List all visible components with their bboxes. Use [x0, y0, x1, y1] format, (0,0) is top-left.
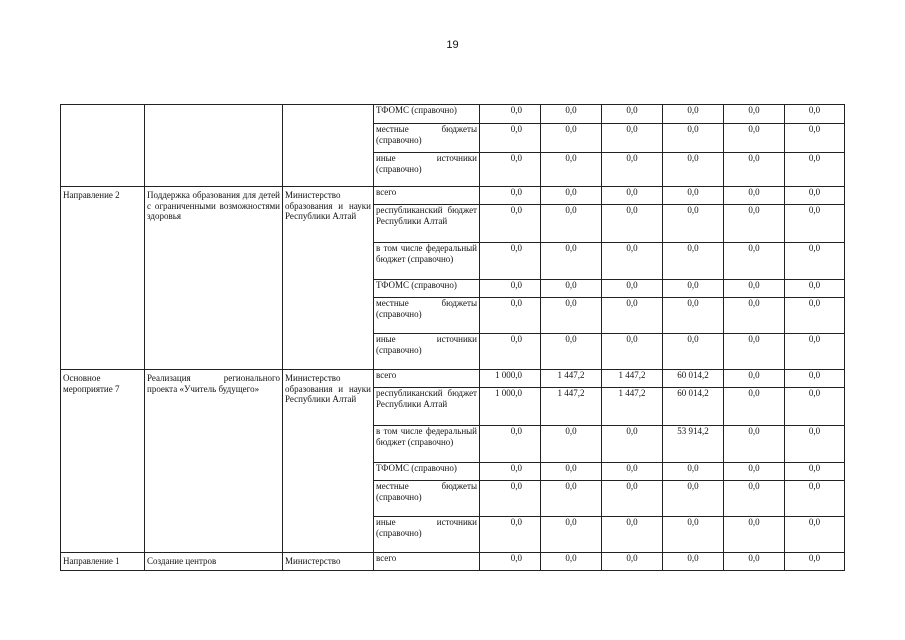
cell-value: 0,0: [480, 481, 541, 517]
cell-value: 0,0: [541, 124, 602, 153]
cell-source: иные источники (справочно): [374, 334, 480, 370]
cell-value: 60 014,2: [663, 370, 724, 388]
cell-value: 0,0: [602, 205, 663, 243]
cell-value: 0,0: [480, 553, 541, 571]
cell-value: 0,0: [480, 124, 541, 153]
cell-value: 0,0: [724, 481, 785, 517]
cell-value: 0,0: [541, 517, 602, 553]
cell-value: 0,0: [602, 426, 663, 463]
cell-value: 0,0: [541, 105, 602, 124]
cell-value: 0,0: [785, 205, 845, 243]
cell-value: 0,0: [602, 463, 663, 481]
cell-value: 0,0: [663, 481, 724, 517]
cell-source: в том числе федеральный бюджет (справочно): [374, 426, 480, 463]
cell-value: 0,0: [541, 243, 602, 280]
cell-value: 0,0: [541, 334, 602, 370]
table-row: [61, 187, 845, 205]
cell-value: 0,0: [663, 124, 724, 153]
cell-source: всего: [374, 370, 480, 388]
cell-value: 0,0: [785, 153, 845, 187]
cell-value: 0,0: [480, 105, 541, 124]
cell-value: 0,0: [602, 517, 663, 553]
cell-value: 1 447,2: [602, 370, 663, 388]
cell-value: 0,0: [663, 463, 724, 481]
cell-source: всего: [374, 553, 480, 571]
cell-value: 0,0: [480, 280, 541, 298]
cell-value: 0,0: [480, 153, 541, 187]
cell-value: 0,0: [724, 280, 785, 298]
cell-value: 0,0: [480, 298, 541, 334]
table-row: [61, 105, 845, 124]
cell-source: иные источники (справочно): [374, 153, 480, 187]
cell-executor: Министерство образования и науки Республики Алтай: [283, 370, 374, 553]
cell-source: в том числе федеральный бюджет (справочно): [374, 243, 480, 280]
cell-value: 0,0: [724, 463, 785, 481]
cell-value: 53 914,2: [663, 426, 724, 463]
cell-value: 0,0: [785, 124, 845, 153]
cell-source: местные бюджеты (справочно): [374, 481, 480, 517]
cell-value: 0,0: [480, 243, 541, 280]
cell-value: 0,0: [480, 334, 541, 370]
cell-value: 0,0: [663, 553, 724, 571]
cell-value: 0,0: [724, 334, 785, 370]
cell-value: 0,0: [663, 280, 724, 298]
cell-value: 0,0: [785, 187, 845, 205]
cell-value: 0,0: [785, 481, 845, 517]
cell-value: 0,0: [785, 280, 845, 298]
cell-value: 0,0: [663, 187, 724, 205]
cell-value: 0,0: [785, 243, 845, 280]
cell-value: 0,0: [785, 426, 845, 463]
cell-value: 0,0: [724, 517, 785, 553]
cell-value: 0,0: [724, 205, 785, 243]
cell-value: 0,0: [785, 334, 845, 370]
cell-value: 0,0: [602, 280, 663, 298]
cell-value: 0,0: [663, 105, 724, 124]
cell-source: республиканский бюджет Республики Алтай: [374, 388, 480, 426]
cell-executor-empty: [283, 105, 374, 187]
cell-value: 0,0: [480, 463, 541, 481]
cell-value: 0,0: [480, 187, 541, 205]
cell-value: 0,0: [541, 153, 602, 187]
cell-value: 0,0: [541, 426, 602, 463]
cell-value: 0,0: [541, 187, 602, 205]
cell-value: 1 447,2: [541, 388, 602, 426]
cell-source: ТФОМС (справочно): [374, 105, 480, 124]
cell-source: ТФОМС (справочно): [374, 463, 480, 481]
cell-code-empty: [61, 105, 145, 187]
cell-source: местные бюджеты (справочно): [374, 124, 480, 153]
cell-source: всего: [374, 187, 480, 205]
cell-value: 60 014,2: [663, 388, 724, 426]
cell-value: 0,0: [724, 370, 785, 388]
cell-value: 0,0: [602, 153, 663, 187]
cell-value: 0,0: [663, 517, 724, 553]
cell-value: 0,0: [785, 463, 845, 481]
cell-value: 0,0: [480, 426, 541, 463]
cell-source: республиканский бюджет Республики Алтай: [374, 205, 480, 243]
cell-value: 0,0: [785, 517, 845, 553]
cell-value: 0,0: [724, 426, 785, 463]
cell-value: 0,0: [724, 105, 785, 124]
cell-source: ТФОМС (справочно): [374, 280, 480, 298]
cell-value: 0,0: [724, 553, 785, 571]
cell-name: Реализация регионального проекта «Учитель будущего»: [145, 370, 283, 553]
cell-code: Направление 2: [61, 187, 145, 370]
budget-table: [60, 104, 845, 571]
cell-value: 0,0: [541, 553, 602, 571]
cell-value: 0,0: [480, 517, 541, 553]
table-row: [61, 370, 845, 388]
cell-value: 0,0: [785, 370, 845, 388]
cell-value: 0,0: [541, 463, 602, 481]
cell-value: 0,0: [724, 298, 785, 334]
cell-value: 1 447,2: [602, 388, 663, 426]
cell-value: 0,0: [724, 187, 785, 205]
cell-value: 0,0: [785, 105, 845, 124]
cell-value: 0,0: [663, 153, 724, 187]
cell-value: 0,0: [785, 298, 845, 334]
cell-value: 0,0: [602, 298, 663, 334]
table-body: [61, 105, 845, 571]
cell-value: 0,0: [602, 124, 663, 153]
cell-value: 0,0: [602, 334, 663, 370]
table-row: [61, 553, 845, 571]
cell-value: 0,0: [602, 105, 663, 124]
cell-value: 0,0: [663, 205, 724, 243]
cell-name: Создание центров: [145, 553, 283, 571]
cell-value: 0,0: [480, 205, 541, 243]
cell-value: 0,0: [724, 243, 785, 280]
cell-value: 0,0: [663, 298, 724, 334]
cell-value: 0,0: [541, 205, 602, 243]
cell-value: 0,0: [602, 187, 663, 205]
cell-value: 1 447,2: [541, 370, 602, 388]
cell-value: 0,0: [541, 481, 602, 517]
cell-value: 0,0: [785, 553, 845, 571]
cell-value: 0,0: [724, 124, 785, 153]
cell-value: 0,0: [541, 280, 602, 298]
cell-value: 0,0: [724, 388, 785, 426]
cell-source: местные бюджеты (справочно): [374, 298, 480, 334]
cell-value: 0,0: [541, 298, 602, 334]
cell-value: 0,0: [602, 481, 663, 517]
cell-code: Основное мероприятие 7: [61, 370, 145, 553]
cell-value: 0,0: [602, 553, 663, 571]
cell-value: 0,0: [663, 243, 724, 280]
cell-source: иные источники (справочно): [374, 517, 480, 553]
cell-executor: Министерство: [283, 553, 374, 571]
cell-value: 0,0: [663, 334, 724, 370]
cell-value: 1 000,0: [480, 388, 541, 426]
cell-value: 1 000,0: [480, 370, 541, 388]
cell-name-empty: [145, 105, 283, 187]
page-number: 19: [446, 39, 459, 51]
cell-value: 0,0: [785, 388, 845, 426]
cell-name: Поддержка образования для детей с ограниченными возможностями здоровья: [145, 187, 283, 370]
cell-value: 0,0: [724, 153, 785, 187]
cell-executor: Министерство образования и науки Республики Алтай: [283, 187, 374, 370]
cell-code: Направление 1: [61, 553, 145, 571]
cell-value: 0,0: [602, 243, 663, 280]
